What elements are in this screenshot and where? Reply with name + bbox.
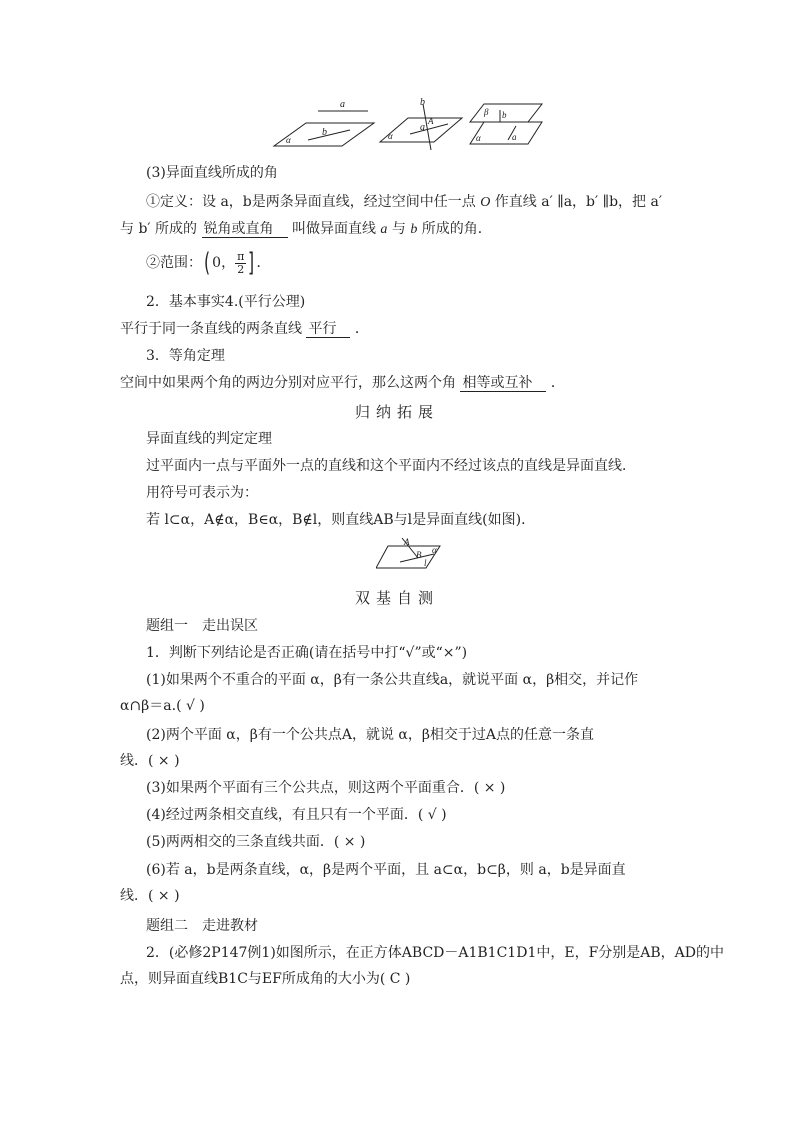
summary-heading: 异面直线的判定定理 [146,431,272,447]
fig1-label-b: b [322,127,327,138]
item-1-line-2: α∩β＝a.( √ ) [120,698,205,714]
fig2-label-alpha: α [388,131,393,141]
fig3-label-a: a [512,132,517,142]
group2-heading: 题组二 走进教材 [146,918,258,934]
item-1-line-1: (1)如果两个不重合的平面 α，β有一条公共直线a，就说平面 α，β相交，并记作 [146,672,639,688]
fig4-label-B: B [416,550,422,560]
fig2-label-A: A [428,116,434,126]
figure-two-planes [470,104,542,144]
fig4-label-alpha: α [432,545,437,555]
plane-figures [270,96,560,152]
equal-angle-heading: 3．等角定理 [146,348,225,364]
fig3-label-alpha: α [476,133,481,143]
definition-line-1: ①定义：设 a，b是两条异面直线，经过空间中任一点 O 作直线 a′ ∥a，b′ ∥b，把 a′ [146,194,663,210]
fact4-heading: 2．基本事实4.(平行公理) [146,294,306,310]
definition-line-2: 与 b′ 所成的 锐角或直角 叫做异面直线 a 与 b 所成的角． [120,221,492,237]
group1-heading: 题组一 走出误区 [146,618,258,634]
fact4-text: 平行于同一条直线的两条直线 平行 ． [120,321,369,337]
fig2-label-a: a [420,122,425,133]
blank-answer-acute-or-right: 锐角或直角 [202,221,288,238]
question-2-line-2: 点，则异面直线B1C与EF所成角的大小为( C ) [120,971,411,987]
symbol-intro: 用符号可表示为： [146,485,258,501]
item-3: (3)如果两个平面有三个公共点，则这两个平面重合．( × ) [146,780,506,796]
item-2-line-2: 线．( × ) [120,753,180,769]
summary-text: 过平面内一点与平面外一点的直线和这个平面内不经过该点的直线是异面直线． [146,458,636,474]
equal-angle-text: 空间中如果两个角的两边分别对应平行，那么这两个角 相等或互补 ． [120,375,565,391]
item-2-line-1: (2)两个平面 α，β有一个公共点A，就说 α，β相交于过A点的任意一条直 [146,727,595,743]
fig3-label-b: b [502,110,507,120]
item-4: (4)经过两条相交直线，有且只有一个平面．( √ ) [146,807,447,823]
fig4-label-A: A [404,537,410,547]
section-heading-angle: (3)异面直线所成的角 [146,165,278,181]
symbol-text: 若 l⊂α，A∉α，B∈α，B∉l，则直线AB与l是异面直线(如图)． [146,512,536,528]
item-6-line-2: 线．( × ) [120,888,180,904]
selftest-title: 双基自测 [354,589,439,607]
fig1-label-a: a [340,99,345,110]
item-6-line-1: (6)若 a，b是两条直线，α，β是两个平面，且 a⊂α，b⊂β，则 a，b是异面直 [146,862,626,878]
question-2-line-1: 2．(必修2P147例1)如图所示，在正方体ABCD－A1B1C1D1中，E，F分别是AB，AD的中 [146,945,725,961]
fig4-label-l: l [424,558,427,568]
fig2-label-b: b [420,97,425,108]
summary-title: 归纳拓展 [354,403,439,421]
skew-line-figure [376,536,446,576]
range-line: ②范围：( 0， $\frac{\pi}{2}$ ] ． [146,248,271,278]
blank-answer-parallel: 平行 [306,321,350,338]
blank-answer-equal-or-supplementary: 相等或互补 [460,375,546,392]
figure-line-pierces-plane [380,97,462,150]
question-1: 1．判断下列结论是否正确(请在括号中打“√”或“×”) [146,645,468,661]
item-5: (5)两两相交的三条直线共面．( × ) [146,834,366,850]
fig3-label-beta: β [484,107,489,117]
figure-skew-line-above-plane [274,99,374,146]
fig1-label-alpha: α [286,135,291,145]
